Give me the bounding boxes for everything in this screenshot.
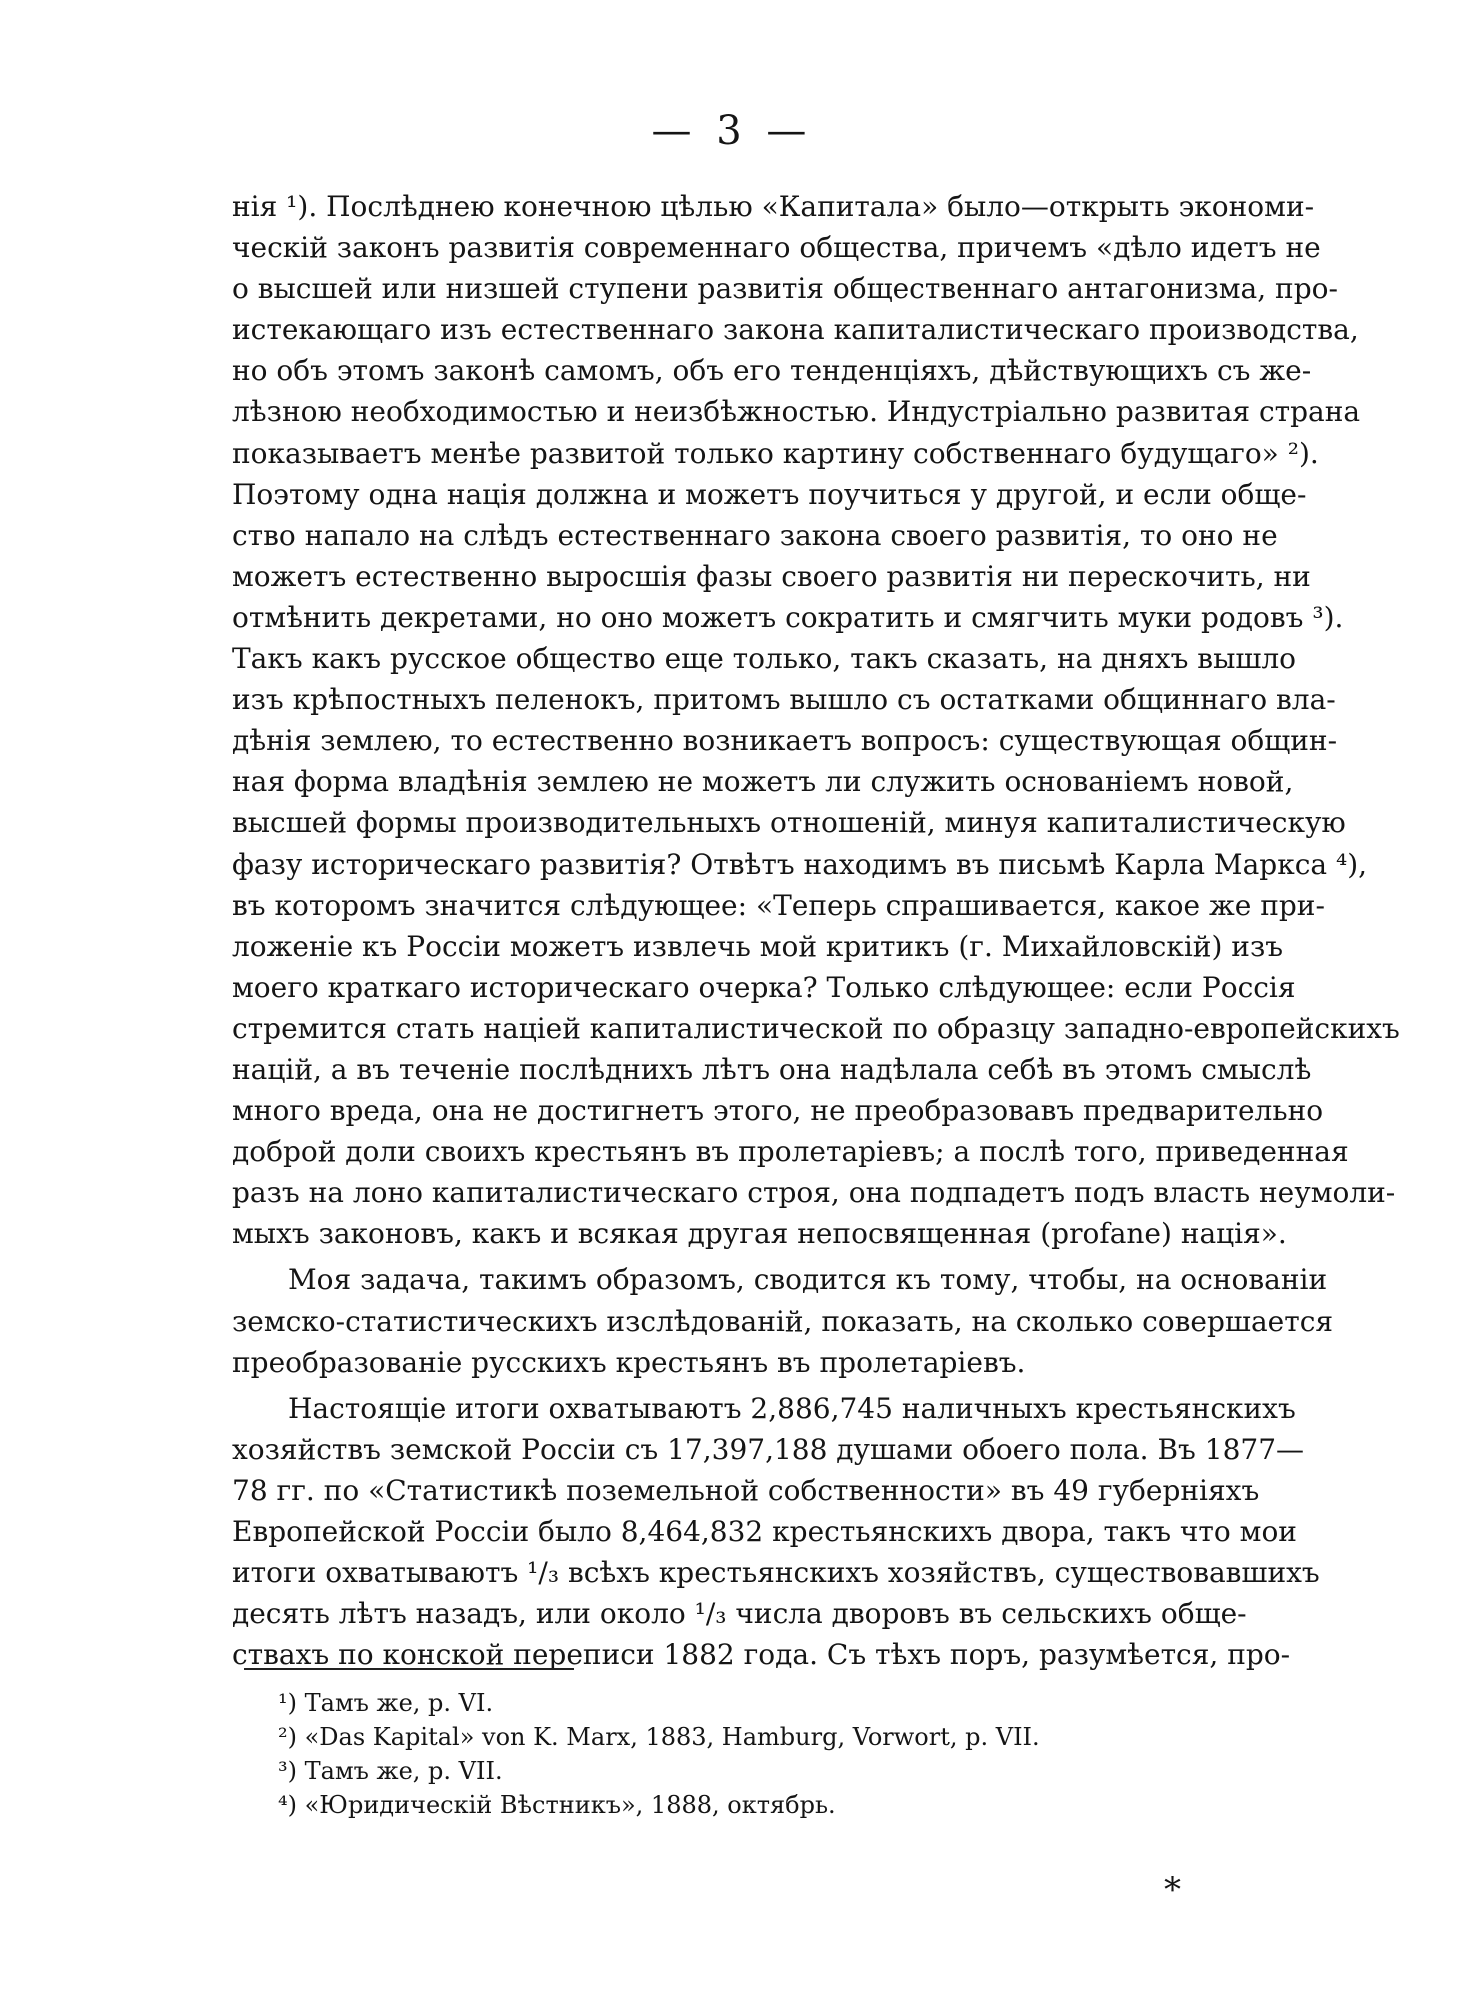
text-line: ная форма владѣнія землею не можетъ ли служить основаніемъ новой, xyxy=(232,765,1294,799)
text-line: но объ этомъ законѣ самомъ, объ его тенденціяхъ, дѣйствующихъ съ же- xyxy=(232,354,1312,388)
text-line: ство напало на слѣдъ естественнаго закона своего развитія, то оно не xyxy=(232,518,1278,552)
text-line: доброй доли своихъ крестьянъ въ пролетаріевъ; а послѣ того, приведенная xyxy=(232,1135,1349,1169)
paragraph-1 xyxy=(232,186,1400,1254)
footnotes xyxy=(278,1686,1178,1822)
text-line: высшей формы производительныхъ отношеній, минуя капиталистическую xyxy=(232,806,1346,840)
text-line: истекающаго изъ естественнаго закона капиталистическаго производства, xyxy=(232,313,1359,347)
text-line: 78 гг. по «Статистикѣ поземельной собственности» въ 49 губерніяхъ xyxy=(232,1473,1260,1507)
text-line: ческій законъ развитія современнаго общества, причемъ «дѣло идетъ не xyxy=(232,231,1321,265)
text-line: показываетъ менѣе развитой только картину собственнаго будущаго» ²). xyxy=(232,436,1319,470)
footnote-mark: ²) xyxy=(278,1723,297,1751)
text-line: Настоящіе итоги охватываютъ 2,886,745 наличныхъ крестьянскихъ xyxy=(288,1391,1296,1425)
signature-asterisk: * xyxy=(1164,1870,1181,1910)
text-line: ложеніе къ Россіи можетъ извлечь мой критикъ (г. Михайловскій) изъ xyxy=(232,929,1284,963)
footnote-text: «Юридическій Вѣстникъ», 1888, октябрь. xyxy=(304,1791,836,1819)
text-line: мыхъ законовъ, какъ и всякая другая непосвященная (profane) нація». xyxy=(232,1217,1287,1251)
text-line: Моя задача, такимъ образомъ, сводится къ тому, чтобы, на основаніи xyxy=(288,1263,1328,1297)
text-line: въ которомъ значится слѣдующее: «Теперь спрашивается, какое же при- xyxy=(232,888,1325,922)
text-line: разъ на лоно капиталистическаго строя, она подпадетъ подъ власть неумоли- xyxy=(232,1176,1396,1210)
footnote-3 xyxy=(278,1754,1178,1788)
footnote-4 xyxy=(278,1788,1178,1822)
text-line: Европейской Россіи было 8,464,832 крестьянскихъ двора, такъ что мои xyxy=(232,1515,1297,1548)
text-line: изъ крѣпостныхъ пеленокъ, притомъ вышло съ остатками общиннаго вла- xyxy=(232,683,1336,717)
paragraph-3 xyxy=(232,1388,1320,1676)
paragraph-2 xyxy=(232,1259,1334,1382)
footnote-mark: ⁴) xyxy=(278,1791,297,1819)
text-line: нія ¹). Послѣднею конечною цѣлью «Капитала» было—открыть экономи- xyxy=(232,190,1315,223)
page-number: — 3 — xyxy=(651,108,813,154)
text-line: преобразованіе русскихъ крестьянъ въ пролетаріевъ. xyxy=(232,1345,1026,1379)
text-line: много вреда, она не достигнетъ этого, не преобразовавъ предварительно xyxy=(232,1094,1324,1128)
footnote-mark: ³) xyxy=(278,1757,297,1785)
text-line: о высшей или низшей ступени развитія общественнаго антагонизма, про- xyxy=(232,272,1338,306)
footnote-text: Тамъ же, p. VII. xyxy=(304,1757,503,1785)
text-line: земско-статистическихъ изслѣдованій, показать, на сколько совершается xyxy=(232,1304,1334,1338)
footnote-mark: ¹) xyxy=(278,1689,297,1717)
text-line: ствахъ по конской переписи 1882 года. Съ тѣхъ поръ, разумѣется, про- xyxy=(232,1638,1291,1672)
text-line: хозяйствъ земской Россіи съ 17,397,188 душами обоего пола. Въ 1877— xyxy=(232,1432,1305,1466)
footnote-text: Тамъ же, p. VI. xyxy=(304,1689,494,1717)
text-line: отмѣнить декретами, но оно можетъ сократить и смягчить муки родовъ ³). xyxy=(232,600,1344,634)
text-line: дѣнія землею, то естественно возникаетъ вопросъ: существующая общин- xyxy=(232,724,1338,758)
text-line: Поэтому одна нація должна и можетъ поучиться у другой, и если обще- xyxy=(232,477,1307,511)
text-line: итоги охватываютъ ¹/₃ всѣхъ крестьянскихъ хозяйствъ, существовавшихъ xyxy=(232,1556,1320,1590)
text-line: десять лѣтъ назадъ, или около ¹/₃ числа дворовъ въ сельскихъ обще- xyxy=(232,1597,1247,1631)
text-line: фазу историческаго развитія? Отвѣтъ находимъ въ письмѣ Карла Маркса ⁴), xyxy=(232,847,1368,881)
footnote-1 xyxy=(278,1686,1178,1720)
text-line: націй, а въ теченіе послѣднихъ лѣтъ она надѣлала себѣ въ этомъ смыслѣ xyxy=(232,1052,1312,1086)
footnote-text: «Das Kapital» von K. Marx, 1883, Hamburg, Vorwort, p. VII. xyxy=(304,1723,1040,1751)
footnote-divider xyxy=(244,1668,574,1670)
text-line: Такъ какъ русское общество еще только, такъ сказать, на дняхъ вышло xyxy=(232,642,1297,676)
footnote-2 xyxy=(278,1720,1178,1754)
body-text xyxy=(232,186,1400,1675)
text-line: лѣзною необходимостью и неизбѣжностью. Индустріально развитая страна xyxy=(232,395,1361,429)
text-line: стремится стать націей капиталистической по образцу западно-европейскихъ xyxy=(232,1011,1400,1045)
text-line: моего краткаго историческаго очерка? Только слѣдующее: если Россія xyxy=(232,970,1296,1004)
text-line: можетъ естественно выросшія фазы своего развитія ни перескочить, ни xyxy=(232,559,1311,593)
